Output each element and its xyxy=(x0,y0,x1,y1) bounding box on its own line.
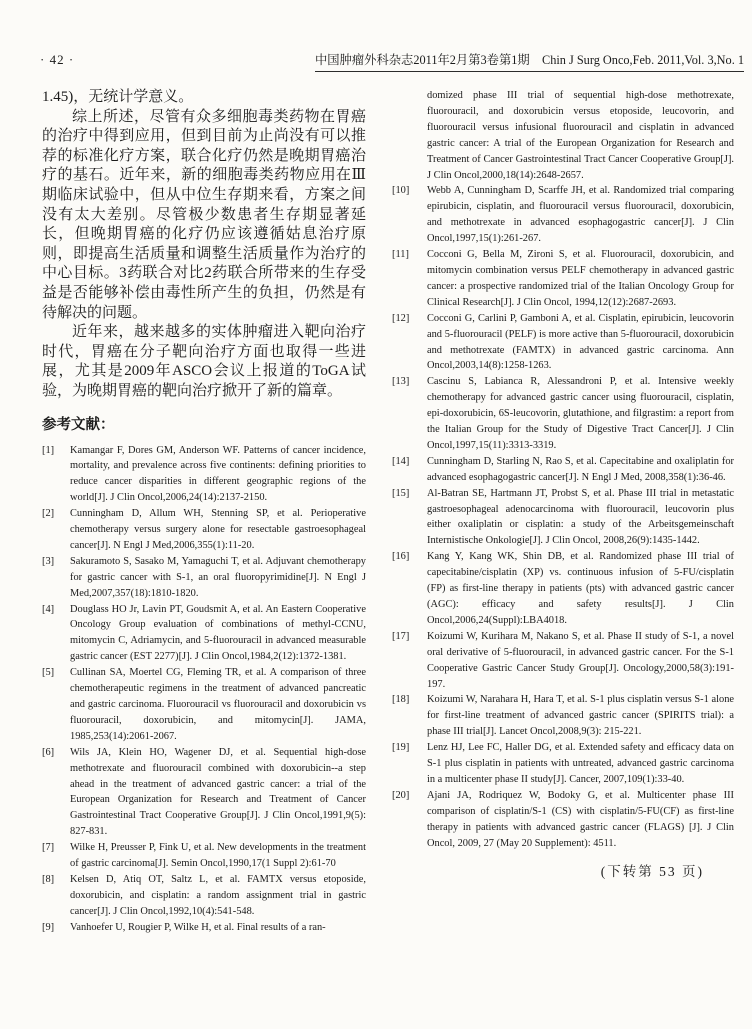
carryover-text: 1.45)，无统计学意义。 xyxy=(42,89,194,105)
reference-item-4 xyxy=(42,602,366,666)
references-list-right xyxy=(392,183,734,851)
reference-text: Cocconi G, Bella M, Zironi S, et al. Fluorouracil, doxorubicin, and mitomycin combination versus PELF chemotherapy in advanced gastric cancer: a prospective randomized trial of the Italian Oncology Group for Clinical Research[J]. J Clin Oncol, 1994,12(12):2687-2693. xyxy=(427,249,734,308)
reference-label: [8] xyxy=(42,873,55,885)
reference-text: Wils JA, Klein HO, Wagener DJ, et al. Sequential high-dose methotrexate and fluorouracil combined with doxorubicin--a step ahead in the treatment of advanced gastric cancer: a trial of the European Organization for Research and Treatment of Cancer Gastrointestinal Tract Cooperative Group[J]. J Clin Oncol,1991,9(5): 827-831. xyxy=(70,746,366,838)
reference-label: [2] xyxy=(42,508,55,520)
reference-item-20 xyxy=(392,788,734,852)
journal-header-line: 中国肿瘤外科杂志2011年2月第3卷第1期 Chin J Surg Onco,Feb. 2011,Vol. 3,No. 1 xyxy=(315,50,744,72)
left-column xyxy=(42,88,366,936)
reference-item-6 xyxy=(42,745,366,840)
reference-label: [9] xyxy=(42,921,55,933)
reference-text: Kelsen D, Atiq OT, Saltz L, et al. FAMTX versus etoposide, doxorubicin, and cisplatin: a random assignment trial in gastric cancer[J]. J Clin Oncol,1992,10(4):541-548. xyxy=(70,873,366,917)
reference-text: Koizumi W, Narahara H, Hara T, et al. S-1 plus cisplatin versus S-1 alone for first-line treatment of advanced gastric cancer (SPIRITS trial): a phase III trial[J]. Lancet Oncol,2008,9(3): 215-221. xyxy=(427,694,734,738)
reference-item-14 xyxy=(392,454,734,486)
references-list-left xyxy=(42,443,366,936)
reference-item-2 xyxy=(42,506,366,554)
reference-label: [10] xyxy=(392,185,410,197)
reference-label: [15] xyxy=(392,487,410,499)
right-column xyxy=(392,88,734,936)
reference-text: Cunningham D, Starling N, Rao S, et al. Capecitabine and oxaliplatin for advanced esophagogastric cancer[J]. N Engl J Med, 2008,358(1):36-46. xyxy=(427,455,734,483)
reference-item-19 xyxy=(392,740,734,788)
reference-item-13 xyxy=(392,374,734,454)
page-header xyxy=(40,50,744,72)
reference-item-17 xyxy=(392,629,734,693)
reference-label: [16] xyxy=(392,551,410,563)
reference-text: Ajani JA, Rodriquez W, Bodoky G, et al. Multicenter phase III comparison of cisplatin/S-1 (CS) with cisplatin/5-FU(CF) as first-line therapy in patients with advanced gastric cancer (FLAGS) [J]. J Clin Oncol, 2009, 27 (May 20 Supplement): 4511. xyxy=(427,789,734,849)
reference-label: [7] xyxy=(42,842,55,854)
reference-label: [12] xyxy=(392,312,410,324)
reference-label: [5] xyxy=(42,667,55,679)
page-number: · 42 · xyxy=(40,52,75,67)
references-heading: 参考文献： xyxy=(42,416,115,433)
continued-on-page-note: (下转第 53 页) xyxy=(600,863,704,879)
reference-item-9 xyxy=(42,920,366,936)
reference-item-3 xyxy=(42,554,366,602)
reference-text: Douglass HO Jr, Lavin PT, Goudsmit A, et al. An Eastern Cooperative Oncology Group evaluation of combinations of methyl-CCNU, mitomycin C, Adriamycin, and 5-fluorouracil in advanced measurable gastric cancer (EST 2277)[J]. J Clin Oncol,1984,2(12):1372-1381. xyxy=(70,603,366,663)
reference-label: [19] xyxy=(392,742,410,754)
reference-label: [11] xyxy=(392,249,409,261)
reference-text: Lenz HJ, Lee FC, Haller DG, et al. Extended safety and efficacy data on S-1 plus cisplatin in patients with untreated, advanced gastric carcinoma in a multicenter phase II study[J]. Cancer, 2007,109(1):33-40. xyxy=(427,742,734,785)
article-body xyxy=(42,88,734,936)
reference-label: [13] xyxy=(392,376,410,388)
reference-item-12 xyxy=(392,311,734,375)
reference-text: Al-Batran SE, Hartmann JT, Probst S, et al. Phase III trial in metastatic gastroesophageal adenocarcinoma with fluorouracil, leucovorin plus either oxaliplatin or cisplatin: a study of the Arbeitsgemeinschaft Internistische Onkologie[J]. J Clin Oncol, 2008,26(9):1435-1442. xyxy=(427,487,734,547)
reference-item-15 xyxy=(392,486,734,550)
reference-label: [20] xyxy=(392,789,410,801)
reference-text: Cunningham D, Allum WH, Stenning SP, et al. Perioperative chemotherapy versus surgery alone for resectable gastroesophageal cancer[J]. N Engl J Med,2006,355(1):11-20. xyxy=(70,508,366,551)
reference-text: Koizumi W, Kurihara M, Nakano S, et al. Phase II study of S-1, a novel oral derivative of 5-fluorouracil, in advanced gastric cancer. For the S-1 Cooperative Gastric Cancer Study Group[J]. Oncology,2000,58(3):191-197. xyxy=(427,630,734,690)
reference-item-8 xyxy=(42,872,366,920)
reference-item-7 xyxy=(42,840,366,872)
reference-9-continuation: domized phase III trial of sequential high-dose methotrexate, fluorouracil, and doxorubicin versus etoposide, leucovorin, and fluorouracil versus infusional fluorouracil and cisplatin in advanced gastric cancer: A trial of the European Organization for Research and Treatment of Cancer Gastrointestinal Tract Cancer Cooperative Group[J]. J Clin Oncol,2000,18(14):2648-2657. xyxy=(427,90,734,181)
reference-text: Cascinu S, Labianca R, Alessandroni P, et al. Intensive weekly chemotherapy for advanced gastric cancer using fluorouracil, cisplatin, epi-doxorubicin, 6S-leucovorin, glutathione, and filgrastim: a report from the Italian Group for the Study of Digestive Tract Cancer[J]. J Clin Oncol,1997,15(11):3313-3319. xyxy=(427,376,734,451)
reference-item-16 xyxy=(392,549,734,629)
reference-label: [6] xyxy=(42,746,55,758)
reference-text: Vanhoefer U, Rougier P, Wilke H, et al. Final results of a ran- xyxy=(70,921,326,933)
reference-item-5 xyxy=(42,665,366,745)
reference-item-1 xyxy=(42,443,366,507)
reference-text: Kang Y, Kang WK, Shin DB, et al. Randomized phase III trial of capecitabine/cisplatin (XP) vs. continuous infusion of 5-FU/cisplatin (FP) as first-line therapy in patients (pts) with advanced gastric cancer (AGC): efficacy and safety results[J]. J Clin Oncol,2006,24(Suppl):LBA4018. xyxy=(427,551,734,626)
reference-label: [17] xyxy=(392,630,410,642)
reference-text: Webb A, Cunningham D, Scarffe JH, et al. Randomized trial comparing epirubicin, cisplatin, and fluorouracil versus fluorouracil, doxorubicin, and methotrexate in advanced esophagogastric cancer[J]. J Clin Oncol,1997,15(1):261-267. xyxy=(427,185,734,245)
reference-label: [4] xyxy=(42,603,55,615)
reference-item-11 xyxy=(392,247,734,311)
reference-item-18 xyxy=(392,692,734,740)
reference-text: Cocconi G, Carlini P, Gamboni A, et al. Cisplatin, epirubicin, leucovorin and 5-fluorouracil (PELF) is more active than 5-fluorouracil, doxorubicin and methotrexate (FAMTX) in advanced gastric carcinoma. Ann Oncol,2003,14(8):1258-1263. xyxy=(427,312,734,372)
reference-label: [14] xyxy=(392,455,410,467)
reference-label: [1] xyxy=(42,444,55,456)
reference-text: Cullinan SA, Moertel CG, Fleming TR, et al. A comparison of three chemotherapeutic regimens in the treatment of advanced pancreatic and gastric carcinoma. Fluorouracil vs fluorouracil and doxorubicin vs fluorouracil, doxorubicin, and mitomycin[J]. JAMA, 1985,253(14):2061-2067. xyxy=(70,667,366,742)
reference-text: Sakuramoto S, Sasako M, Yamaguchi T, et al. Adjuvant chemotherapy for gastric cancer with S-1, an oral fluoropyrimidine[J]. N Engl J Med,2007,357(18):1810-1820. xyxy=(70,555,366,599)
reference-text: Wilke H, Preusser P, Fink U, et al. New developments in the treatment of gastric carcinoma[J]. Semin Oncol,1990,17(1 Suppl 2):61-70 xyxy=(70,842,366,870)
reference-item-10 xyxy=(392,183,734,247)
reference-label: [18] xyxy=(392,694,410,706)
reference-text: Kamangar F, Dores GM, Anderson WF. Patterns of cancer incidence, mortality, and prevalence across five continents: defining priorities to reduce cancer disparities in different geographic regions of the world[J]. J Clin Oncol,2006,24(14):2137-2150. xyxy=(70,444,366,504)
targeted-therapy-paragraph: 近年来，越来越多的实体肿瘤进入靶向治疗时代，胃癌在分子靶向治疗方面也取得一些进展，尤其是2009年ASCO会议上报道的ToGA试验，为晚期胃癌的靶向治疗掀开了新的篇章。 xyxy=(42,324,366,399)
summary-paragraph: 综上所述，尽管有众多细胞毒类药物在胃癌的治疗中得到应用，但到目前为止尚没有可以推荐的标准化疗方案，联合化疗仍然是晚期胃癌治疗的基石。近年来，新的细胞毒类药物应用在Ⅲ期临床试验中，但从中位生存期来看，方案之间没有太大差别。尽管极少数患者生存期显著延长，但晚期胃癌的化疗仍应该遵循姑息治疗原则，即提高生活质量和调整生活质量作为治疗的中心目标。3药联合对比2药联合所带来的生存受益是否能够补偿由毒性所产生的负担，仍然是有待解决的问题。 xyxy=(42,108,366,321)
reference-label: [3] xyxy=(42,555,55,567)
